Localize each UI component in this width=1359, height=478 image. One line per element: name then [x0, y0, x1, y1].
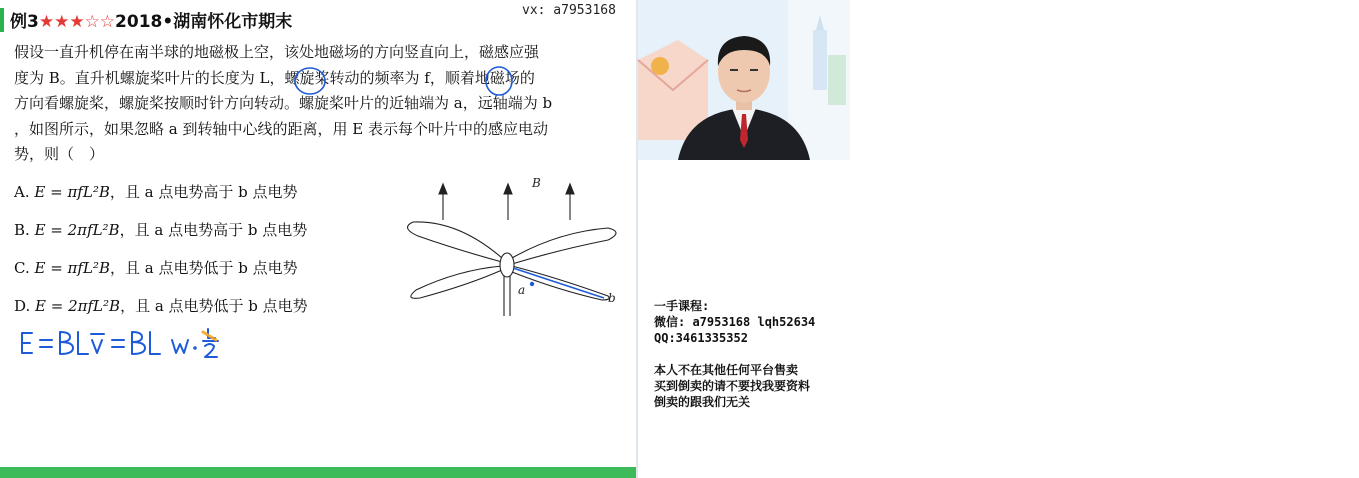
- propeller-hub: [500, 253, 514, 277]
- course-contact-info: [654, 298, 815, 346]
- option-formula: E = 2πfL²B: [35, 297, 121, 315]
- question-text: [14, 40, 632, 168]
- option-text: ，且 a 点电势低于 b 点电势: [120, 297, 308, 315]
- example-label: 例3: [10, 12, 39, 32]
- option-c[interactable]: [14, 257, 298, 278]
- label-a: a: [518, 283, 526, 297]
- bottom-progress-bar: [0, 467, 636, 478]
- option-letter: B.: [14, 221, 30, 239]
- field-arrow: [566, 184, 574, 220]
- option-b[interactable]: [14, 219, 307, 240]
- option-letter: C.: [14, 259, 30, 277]
- contact-title: 一手课程:: [654, 299, 710, 313]
- annotation-circles: [290, 62, 530, 98]
- lesson-slide: [0, 0, 636, 478]
- title-accent-bar: [0, 8, 4, 32]
- resale-notice: [654, 362, 810, 410]
- notice-line: 倒卖的跟我们无关: [654, 395, 751, 409]
- propeller-figure: [398, 170, 628, 320]
- question-line: ，如图所示，如果忽略 a 到转轴中心线的距离，用 E 表示每个叶片中的感应电动: [14, 119, 548, 138]
- option-d[interactable]: [14, 295, 308, 316]
- blade-upper-right: [512, 228, 616, 264]
- difficulty-stars: ★★★☆☆: [38, 12, 116, 32]
- question-line: 势，则（ ）: [14, 145, 105, 163]
- label-B: B: [532, 176, 541, 190]
- option-formula: E = πfL²B: [34, 259, 110, 277]
- blade-ink-line: [513, 268, 604, 298]
- blade-ink-dot: [530, 282, 534, 286]
- option-letter: A.: [14, 183, 30, 201]
- contact-watermark: vx: a7953168: [522, 3, 616, 18]
- question-line: 度为 B。直升机螺旋桨叶片的长度为 L，螺旋桨转动的频率为 f，顺着地磁场的: [14, 68, 535, 87]
- contact-qq: QQ:3461335352: [654, 331, 748, 345]
- teacher-webcam: [638, 0, 1359, 160]
- option-formula: E = 2πfL²B: [34, 221, 120, 239]
- notice-line: 买到倒卖的请不要找我要资料: [654, 379, 811, 393]
- handwritten-formula: [18, 326, 258, 364]
- question-line: 方向看螺旋桨，螺旋桨按顺时针方向转动。螺旋桨叶片的近轴端为 a，远轴端为 b: [14, 94, 553, 112]
- option-letter: D.: [14, 297, 31, 315]
- option-text: ，且 a 点电势低于 b 点电势: [109, 259, 298, 277]
- question-source: 2018•湖南怀化市期末: [115, 12, 293, 32]
- ev-converter-logo: EV视频转换器: [1344, 9, 1359, 101]
- option-a[interactable]: [14, 181, 297, 202]
- question-line: 假设一直升机停在南半球的地磁极上空，该处地磁场的方向竖直向上，磁感应强: [14, 43, 540, 61]
- webcam-feed: [638, 0, 850, 160]
- contact-wechat: 微信: a7953168 lqh52634: [654, 315, 816, 329]
- example-title: [10, 7, 292, 32]
- option-text: ，且 a 点电势高于 b 点电势: [119, 221, 308, 239]
- blade-upper-left: [408, 222, 502, 262]
- option-formula: E = πfL²B: [34, 183, 110, 201]
- circle-f-annotation: [486, 67, 512, 95]
- field-arrow: [504, 184, 512, 220]
- badge-decoration: [651, 57, 669, 75]
- label-b: b: [608, 291, 616, 305]
- notice-line: 本人不在其他任何平台售卖: [654, 363, 799, 377]
- circle-L-annotation: [295, 68, 325, 94]
- blade-lower-left: [411, 266, 502, 298]
- field-arrow: [439, 184, 447, 220]
- option-text: ，且 a 点电势高于 b 点电势: [109, 183, 298, 201]
